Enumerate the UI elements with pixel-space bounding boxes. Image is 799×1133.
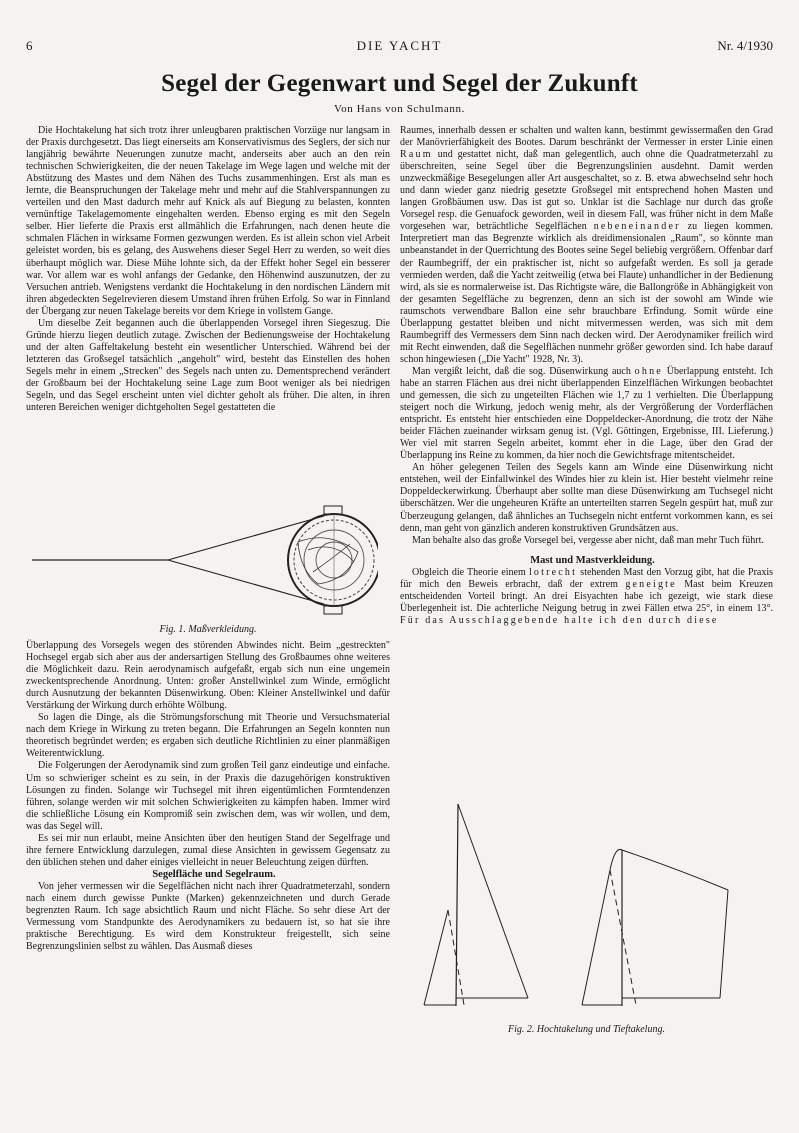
- running-header: [26, 38, 773, 54]
- article-author: Von Hans von Schulmann.: [334, 103, 465, 115]
- figure-1-mast-fairing: [28, 500, 378, 620]
- paragraph: Obgleich die Theorie einem lotrecht stehenden Mast den Vorzug gibt, hat die Praxis für mich den Beweis erbracht, daß der extrem geneigte Mast beim Kreuzen entscheidenden Vorteil bringt. An drei Eisyachten habe ich gezeigt, wie stark diese Überlegenheit ist. Die achterliche Neigung betrug in zwei Fällen etwa 25°, in einem 13°. Für das Ausschlaggebende halte ich den durch diese: [400, 566, 774, 626]
- spaced-word: ohne: [634, 365, 663, 377]
- paragraph: Man behalte also das große Vorsegel bei, vergesse aber nicht, daß man mehr Tuch führt.: [412, 534, 764, 546]
- page-number: 6: [26, 38, 33, 53]
- paragraph: Es sei mir nun erlaubt, meine Ansichten über den heutigen Stand der Segelfrage und ihre fernere Entwicklung darzulegen, zumal diese Ansichten in gewissem Gegensatz zu den üblichen stehen und daher einiges vielleicht in neuer Beleuchtung zeigen dürften.: [26, 832, 390, 868]
- spaced-word: geneigte: [625, 578, 677, 590]
- paragraph: Von jeher vermessen wir die Segelflächen nicht nach ihrer Quadratmeterzahl, sondern nach einem durch gewisse Punkte (Marken) gekennzeichneten und durch Gerade begrenzten Raum. Ich sage absichtlich Raum und nicht Fläche. So sehr diese Art der Vermessung vom Standpunkte des Aerodynamikers zu bedauern ist, so hat sie ihre praktische Berechtigung. Es wird dem Konstrukteur freigestellt, sich seine Begrenzungslinien selbst zu wählen. Das Ausmaß dieses: [26, 880, 390, 953]
- paragraph: Um dieselbe Zeit begannen auch die überlappenden Vorsegel ihren Siegeszug. Die Gründe hierzu liegen deutlich zutage. Zwischen der Bedienungsweise der Hochtakelung und der alten Gaffeltakelung besteht ein wesentlicher Unterschied. Während bei der letzteren das Großsegel tatsächlich „angeholt" wird, besteht das Einstellen des hohen Segels mehr in einem „Strecken" des Segels nach unten zu. Dementsprechend verändert der Großbaum bei der Hochtakelung seine Lage zum Boot weniger als bei niedrigen Segeln, und das Segel erscheint unten viel dichter geholt als früher. Die alten, in ihren unteren Bereichen weniger dichtgeholten Segel gestatteten die: [26, 317, 390, 414]
- spaced-word: nebeneinander: [593, 221, 681, 233]
- paragraph: An höher gelegenen Teilen des Segels kann am Winde eine Düsenwirkung nicht entstehen, weil der Einfallwinkel des Windes hier zu klein ist. Hier besteht vielmehr reine Doppeldeckerwirkung. Überhaupt aber sollte man diese Düsenwirkung am Tuchsegel nicht überschätzen. Wer die ungeheuren Kräfte an unterteilten starren Segeln gespürt hat, muß zur Überzeugung gelangen, daß ähnliches an Tuchsegeln nicht entfernt vorkommen kann, es sei denn, man geht von gänzlich anderen konstruktiven Grundsätzen aus.: [400, 462, 773, 534]
- paragraph: Raumes, innerhalb dessen er schalten und walten kann, bestimmt gewissermaßen den Grad der Manövrierfähigkeit des Bootes. Darum beschränkt der Vermesser in erster Linie einen Raum und gestattet nicht, daß man gelegentlich, auch ohne die Quadratmeterzahl zu überschreiten, seine Segel über die Begrenzungslinien ausdehnt. Damit werden unzweckmäßige Besegelungen aller Art ausgeschaltet, so z. B. etwa abwechselnd sehr hoch und dann wieder ganz niedrig gesetzte Großsegel mit entsprechend hohen Masten und langen Großbäumen usw. Das ist gut so. Unklar ist die Sachlage nur durch das große Vorsegel resp. die Genuafock geworden, weil in diesem Fall, was früher nicht in dem Maße vorgesehen war, beträchtliche Segelflächen nebeneinander zu liegen kommen. Interpretiert man das Begrenzte wirklich als dreidimensionalen „Raum", so könnte man unbeanstandet in der Querrichtung des Bootes seine Segel beliebig vergrößern. Offenbar darf der Raumbegriff, der ein praktischer ist, nicht so aufgefaßt werden. Es soll ja gerade vermieden werden, daß die Yacht zeitweilig (etwa bei Flaute) unhandlicher in der Bedienung wird, als sie es normalerweise ist. Das Richtigste wäre, die Ballongröße in Abhängigkeit von der gesamten Segelfläche zu begrenzen, denn an sich ist der sowohl am Winde wie raumschots verwendbare Ballon eine sehr brauchbare Erfindung. Somit würde eine Überlappung gestattet bleiben und nicht mitvermessen werden, was sich mit dem Raumbegriff des Vermessers dem Sinn nach decken wird. Der Aerodynamiker freilich wird mit Recht einwenden, daß die Segelflächen nunmehr größer geworden sind. Ich habe darauf schon hingewiesen („Die Yacht" 1928, Nr. 3).: [400, 125, 774, 365]
- spaced-word: lotrecht: [528, 566, 578, 578]
- issue-number: Nr. 4/1930: [717, 38, 773, 53]
- figure-1-caption: Fig. 1. Maßverkleidung.: [159, 624, 257, 635]
- article-title: Segel der Gegenwart und Segel der Zukunft: [161, 70, 638, 97]
- figure-2-rig-comparison: [410, 800, 760, 1020]
- spaced-word: Für das Ausschlaggebende halte ich den durch diese: [400, 614, 719, 626]
- column-left-bottom: [26, 640, 390, 953]
- section-heading: Mast und Mastverkleidung.: [530, 554, 655, 566]
- paragraph: Man vergißt leicht, daß die sog. Düsenwirkung auch ohne Überlappung entsteht. Ich habe an starren Flächen aus drei nicht überlappenden Einzelflächen Wirkungen beobachtet und gemessen, die sich zu ungeteilten Flächen wie 1,7 zu 1 verhielten. Die Überlappung steigert noch die Wirkung, jedoch wenig mehr, als der Vergrößerung der Vorderflächen entspricht. Es entsteht hier entschieden eine Doppeldecker-Anordnung, die trotz der Nähe beider Flächen zueinander wirksam genug ist. (Vgl. Göttingen, Ergebnisse, III. Lieferung.) Wer viel mit starren Segeln arbeitet, kommt eher in die Lage, über den Grad der Überlappung ins Reine zu kommen, da hier noch die Gewichtsfrage mitentscheidet.: [400, 365, 774, 462]
- journal-title: DIE YACHT: [356, 38, 443, 53]
- paragraph: Die Hochtakelung hat sich trotz ihrer unleugbaren praktischen Vorzüge nur langsam in der Praxis durchgesetzt. Das liegt einerseits am Konservativismus des Seglers, der sich nur langjährig bewährte Neuerungen zunutze macht, anderseits aber auch an den rein technischen Schwierigkeiten, die der neuen Takelage im Wege lagen und welche mit der Abstützung des Mastes und dem Nähen des Tuchs zusammenhingen. Erst als man es lernte, die Beanspruchungen der Takelage mehr und mehr auf die Stahlverspannungen zu verteilen und den Mast dadurch mehr auf Knick als auf Biegung zu belasten, konnten vernünftige Takelagemomente eingehalten werden. Ebenso erging es mit den Segeln selber. Hier lieferte die Praxis erst allmählich die Erfahrungen, nach denen heute die schmalen Flächen in wirksame Formen gezwungen werden. Es ist allein schon viel Arbeit geleistet worden, bis es gelang, des Auswehens dieser Segel Herr zu werden, so weit dies überhaupt möglich war. Diese Mühe lohnte sich, da der Effekt hoher Segel ein besserer war. Vor allem war es wohl anfangs der Gedanke, den Höhenwind auszunutzen, der zu Versuchen antrieb. Wenigstens verdankt die Hochtakelung in den nordischen Ländern mit ihren abgedeckten Segelrevieren diesem Umstand ihren frühen Erfolg. So war in Finnland der Übergang zur neuen Takelage bereits vor dem Kriege in vollstem Gange.: [26, 125, 390, 317]
- paragraph: Überlappung des Vorsegels wegen des störenden Abwindes nicht. Beim „gestreckten" Hochsegel ergab sich aber aus der andersartigen Stellung des Großbaumes ohne weiteres die Möglichkeit dazu. Rein aerodynamisch aufgefaßt, ergab sich nun eine ungemein zweckentsprechende Anordnung. Unten: großer Anstellwinkel zum Winde, ermöglicht durch Ausnutzung der bekannten Düsenwirkung. Oben: Kleiner Anstellwinkel und dafür Verstärkung der Wirkung durch erhöhte Wölbung.: [26, 640, 390, 712]
- column-right: [400, 125, 773, 627]
- paragraph: Die Folgerungen der Aerodynamik sind zum großen Teil ganz eindeutige und einfache. Um so schwieriger scheint es zu sein, in der Praxis die dazugehörigen konstruktiven Lösungen zu finden. Solange wir Tuchsegel mit ihren eigentümlichen Formtendenzen führen, solange werden wir mit solchen Schwierigkeiten zu kämpfen haben. Immer wird die schließliche Lösung ein Kompromiß sein zwischen dem, was wir wollen, und dem, was das Segel will.: [26, 760, 390, 832]
- paragraph: So lagen die Dinge, als die Strömungsforschung mit Theorie und Versuchsmaterial nach dem Kriege in Wirkung zu treten begann. Die Erfahrungen an Segeln konnten nun theoretisch begründet werden; es ergaben sich deutliche Richtlinien zu einer planmäßigen Weiterentwicklung.: [26, 712, 390, 760]
- section-heading: Segelfläche und Segelraum.: [152, 868, 276, 880]
- spaced-word: Raum: [400, 149, 433, 161]
- figure-2-caption: Fig. 2. Hochtakelung und Tieftakelung.: [508, 1024, 665, 1035]
- column-left-top: [26, 125, 390, 414]
